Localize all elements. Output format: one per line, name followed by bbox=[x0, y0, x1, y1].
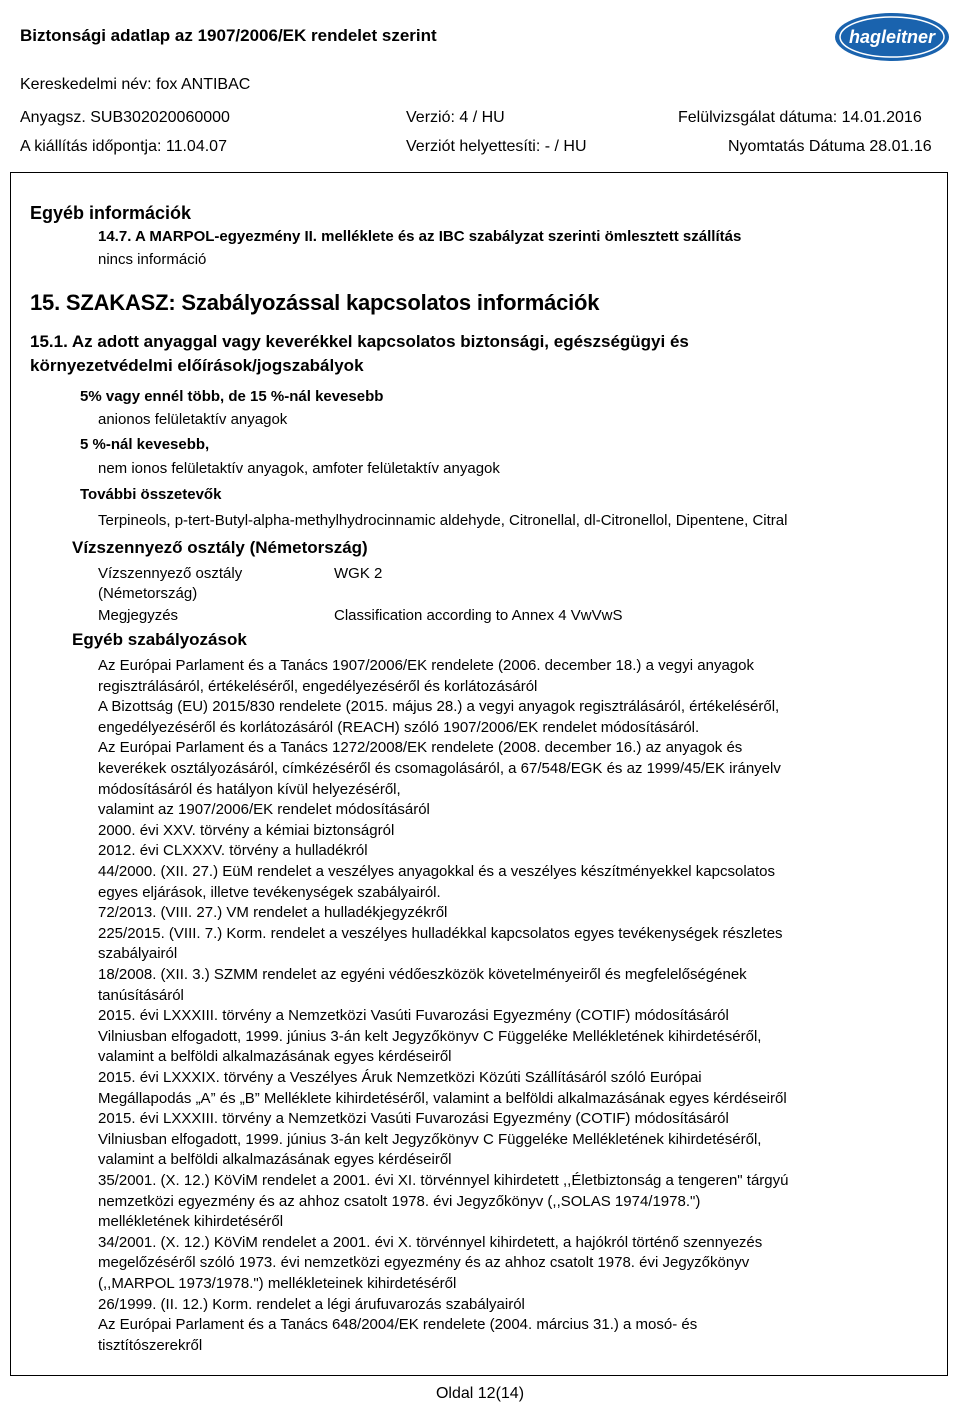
hagleitner-logo bbox=[833, 10, 951, 64]
regulation-line: szabályairól bbox=[98, 945, 178, 963]
regulation-line: 2015. évi LXXXIX. törvény a Veszélyes Áruk Nemzetközi Közúti Szállításáról szóló Európai bbox=[98, 1069, 702, 1086]
regulation-line: 2015. évi LXXXIII. törvény a Nemzetközi Vasúti Fuvarozási Egyezmény (COTIF) módosításáról bbox=[98, 1110, 729, 1128]
logo-text: hagleitner bbox=[848, 27, 936, 47]
regulation-line: 44/2000. (XII. 27.) EüM rendelet a veszélyes anyagokkal és a veszélyes készítményekkel kapcsolatos bbox=[98, 863, 776, 880]
regulation-line: 72/2013. (VIII. 27.) VM rendelet a hulladékjegyzékről bbox=[98, 904, 448, 922]
regulation-line: Az Európai Parlament és a Tanács 1907/2006/EK rendelete (2006. december 18.) a vegyi anyagok bbox=[98, 657, 754, 674]
group2-value: nem ionos felületaktív anyagok, amfoter felületaktív anyagok bbox=[98, 460, 500, 477]
group1-value: anionos felületaktív anyagok bbox=[98, 411, 288, 428]
regulation-line: 225/2015. (VIII. 7.) Korm. rendelet a veszélyes hulladékkal kapcsolatos egyes tevékenységek részletes bbox=[98, 924, 783, 942]
section15-1-heading-line2: környezetvédelmi előírások/jogszabályok bbox=[30, 356, 364, 375]
regulation-line: 2012. évi CLXXXV. törvény a hulladékról bbox=[98, 842, 368, 860]
regulation-line: Megállapodás „A” és „B” Melléklete kihirdetéséről, valamint a belföldi alkalmazásának egyes kérdéseiről bbox=[98, 1089, 787, 1107]
substance-number: Anyagsz. SUB302020060000 bbox=[20, 109, 230, 126]
wgk-heading: Vízszennyező osztály (Németország) bbox=[72, 538, 368, 557]
version: Verzió: 4 / HU bbox=[406, 109, 505, 126]
group3-value: Terpineols, p-tert-Butyl-alpha-methylhydrocinnamic aldehyde, Citronellal, dl-Citronellol, Dipentene, Citral bbox=[98, 512, 788, 529]
regulation-line: nemzetközi egyezmény és az ahhoz csatolt 1978. évi Jegyzőkönyv (,,SOLAS 1974/1978.") bbox=[98, 1192, 701, 1210]
regulation-line: egyes eljárások, illetve tevékenységek szabályairól. bbox=[98, 883, 441, 901]
regulation-line: engedélyezéséről és korlátozásáról (REACH) szóló 1907/2006/EK rendelet módosításáról. bbox=[98, 718, 700, 736]
replaces-version: Verziót helyettesíti: - / HU bbox=[406, 138, 587, 155]
regulation-line: mellékletének kihirdetéséről bbox=[98, 1213, 284, 1231]
issue-date: A kiállítás időpontja: 11.04.07 bbox=[20, 138, 227, 155]
regulation-line: 2015. évi LXXXIII. törvény a Nemzetközi Vasúti Fuvarozási Egyezmény (COTIF) módosításáról bbox=[98, 1007, 729, 1025]
regulation-line: valamint a belföldi alkalmazásának egyes kérdéseiről bbox=[98, 1048, 452, 1066]
print-date: Nyomtatás Dátuma 28.01.16 bbox=[728, 138, 932, 155]
regulation-line: 2000. évi XXV. törvény a kémiai biztonságról bbox=[98, 821, 395, 839]
note-label: Megjegyzés bbox=[98, 607, 179, 624]
regulation-line: Vilniusban elfogadott, 1999. június 3-án kelt Jegyzőkönyv C Függeléke Mellékletének kihirdetéséről, bbox=[98, 1130, 762, 1148]
regulation-line: megelőzéséről szóló 1973. évi nemzetközi egyezmény és az ahhoz csatolt 1978. évi Jegyzőkönyv bbox=[98, 1254, 750, 1272]
regulation-line: 35/2001. (X. 12.) KöViM rendelet a 2001. évi XI. törvénnyel kihirdetett ,,Életbiztonság a tengeren" tárgyú bbox=[98, 1172, 789, 1189]
regulation-line: tanúsításáról bbox=[98, 986, 184, 1004]
group2-label: 5 %-nál kevesebb, bbox=[80, 436, 210, 453]
regulation-line: tisztítószerekről bbox=[98, 1336, 203, 1354]
note-value: Classification according to Annex 4 VwVwS bbox=[334, 607, 623, 624]
regulation-line: 34/2001. (X. 12.) KöViM rendelet a 2001. évi X. törvénnyel kihirdetett, a hajókról történő szennyezés bbox=[98, 1233, 763, 1251]
regulation-line: 26/1999. (II. 12.) Korm. rendelet a légi árufuvarozás szabályairól bbox=[98, 1295, 525, 1313]
regulation-line: (,,MARPOL 1973/1978.") mellékleteinek kihirdetéséről bbox=[98, 1275, 457, 1292]
regulation-line: valamint az 1907/2006/EK rendelet módosításáról bbox=[98, 801, 430, 819]
regulation-line: Az Európai Parlament és a Tanács 648/2004/EK rendelete (2004. március 31.) a mosó- és bbox=[98, 1316, 698, 1334]
regulation-line: valamint a belföldi alkalmazásának egyes kérdéseiről bbox=[98, 1151, 452, 1169]
wgk-label-line1: Vízszennyező osztály bbox=[98, 565, 243, 582]
regulation-line: Az Európai Parlament és a Tanács 1272/2008/EK rendelete (2008. december 16.) az anyagok és bbox=[98, 739, 743, 757]
section14-7-value: nincs információ bbox=[98, 251, 207, 268]
wgk-value: WGK 2 bbox=[334, 565, 383, 582]
section14-heading: Egyéb információk bbox=[30, 203, 192, 223]
regulation-line: Vilniusban elfogadott, 1999. június 3-án kelt Jegyzőkönyv C Függeléke Mellékletének kihirdetéséről, bbox=[98, 1027, 762, 1045]
wgk-label-line2: (Németország) bbox=[98, 585, 198, 602]
document-title: Biztonsági adatlap az 1907/2006/EK rendelet szerint bbox=[20, 26, 437, 45]
regulation-line: módosításáról és hatályon kívül helyezéséről, bbox=[98, 780, 401, 798]
other-regulations-heading: Egyéb szabályozások bbox=[72, 630, 247, 649]
section14-7-heading: 14.7. A MARPOL-egyezmény II. melléklete és az IBC szabályzat szerinti ömlesztett szállítás bbox=[98, 228, 742, 245]
regulation-line: keverékek osztályozásáról, címkézéséről és csomagolásáról, a 67/548/EGK és az 1999/45/EK irányelv bbox=[98, 760, 781, 777]
section15-1-heading-line1: 15.1. Az adott anyaggal vagy keverékkel kapcsolatos biztonsági, egészségügyi és bbox=[30, 332, 689, 351]
section15-title: 15. SZAKASZ: Szabályozással kapcsolatos információk bbox=[30, 290, 600, 315]
review-date: Felülvizsgálat dátuma: 14.01.2016 bbox=[678, 109, 922, 126]
group1-label: 5% vagy ennél több, de 15 %-nál kevesebb bbox=[80, 388, 384, 405]
page-number: Oldal 12(14) bbox=[435, 1385, 525, 1402]
group3-label: További összetevők bbox=[80, 486, 222, 503]
trade-name: Kereskedelmi név: fox ANTIBAC bbox=[20, 76, 251, 93]
regulation-line: 18/2008. (XII. 3.) SZMM rendelet az egyéni védőeszközök követelményeiről és megfelelőségének bbox=[98, 966, 747, 983]
regulation-line: regisztrálásáról, értékeléséről, engedélyezéséről és korlátozásáról bbox=[98, 677, 538, 695]
regulation-line: A Bizottság (EU) 2015/830 rendelete (2015. május 28.) a vegyi anyagok regisztrálásáról, értékeléséről, bbox=[98, 698, 780, 716]
